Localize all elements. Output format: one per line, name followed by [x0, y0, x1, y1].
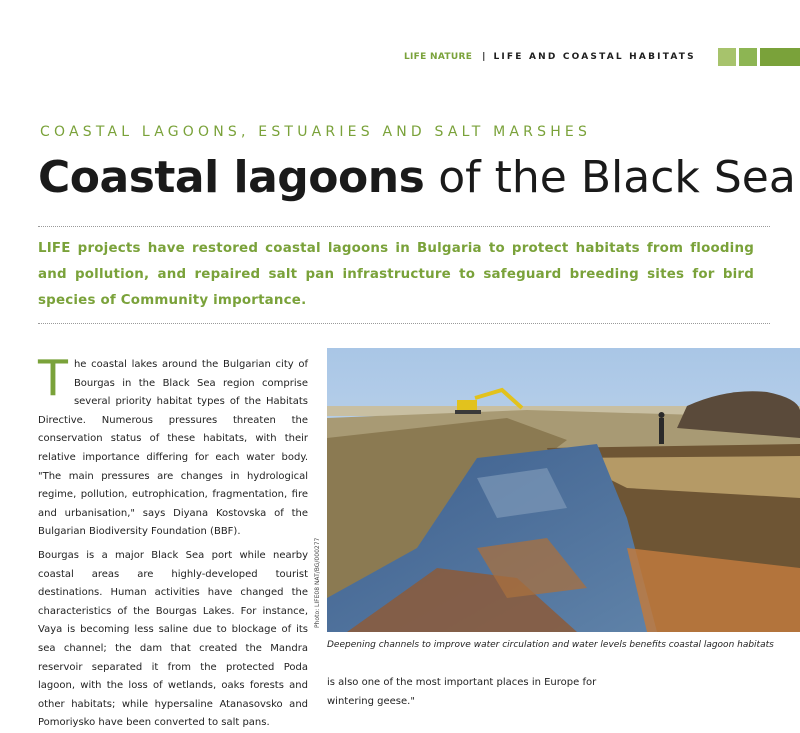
divider-bottom	[38, 323, 770, 324]
body-paragraph-1	[38, 350, 308, 542]
drop-cap: T	[38, 350, 68, 407]
color-block-1	[718, 48, 736, 66]
body-paragraph-2	[38, 547, 308, 733]
article-kicker: COASTAL LAGOONS, ESTUARIES AND SALT MARSHES	[40, 124, 592, 140]
section-label: LIFE NATURE	[404, 52, 473, 62]
color-block-3	[760, 48, 800, 66]
column-2-paragraph: is also one of the most important places in Europe for wintering geese."	[327, 677, 597, 707]
title-rest-part: of the Black Sea	[424, 152, 796, 203]
photo-caption: Deepening channels to improve water circulation and water levels benefits coastal lagoon habitats	[327, 640, 774, 650]
lead-paragraph: LIFE projects have restored coastal lagoons in Bulgaria to protect habitats from flooding and pollution, and repaired salt pan infrastructure to safeguard breeding sites for bird species of Community importance.	[38, 241, 754, 308]
title-bold-part: Coastal lagoons	[38, 152, 425, 203]
paragraph-2-text: Bourgas is a major Black Sea port while nearby coastal areas are highly-developed tourist destinations. Human activities have changed the characteristics of the Bourgas Lakes. For instance, Vaya is becoming less saline due to blockage of its sea channel; the dam that created the Mandra reservoir separated it from the protected Poda lagoon, with the loss of wetlands, oaks forests and other habitats; while hypersaline Atanasovsko and Pomoriysko have been converted to salt pans.	[38, 550, 308, 729]
running-header	[404, 52, 696, 62]
lagoon-photo-illustration	[327, 348, 800, 632]
photo-credit: Photo: LIFE08 NAT/BG/000277	[314, 537, 321, 628]
column-2-text	[327, 674, 627, 711]
header-separator: |	[482, 52, 486, 62]
paragraph-1-text: he coastal lakes around the Bulgarian city of Bourgas in the Black Sea region comprise several priority habitat types of the Habitats Directive. Numerous pressures threaten the conservation status of these habitats, with their relative importance differing for each water body. "The main pressures are changes in hydrological regime, pollution, eutrophication, fragmentation, fire and urbanisation," says Diyana Kostovska of the Bulgarian Biodiversity Foundation (BBF).	[38, 359, 308, 538]
topic-label: LIFE AND COASTAL HABITATS	[493, 52, 696, 62]
article-photo	[327, 348, 800, 632]
color-block-2	[739, 48, 757, 66]
article-title	[38, 150, 796, 206]
divider-top	[38, 226, 770, 227]
